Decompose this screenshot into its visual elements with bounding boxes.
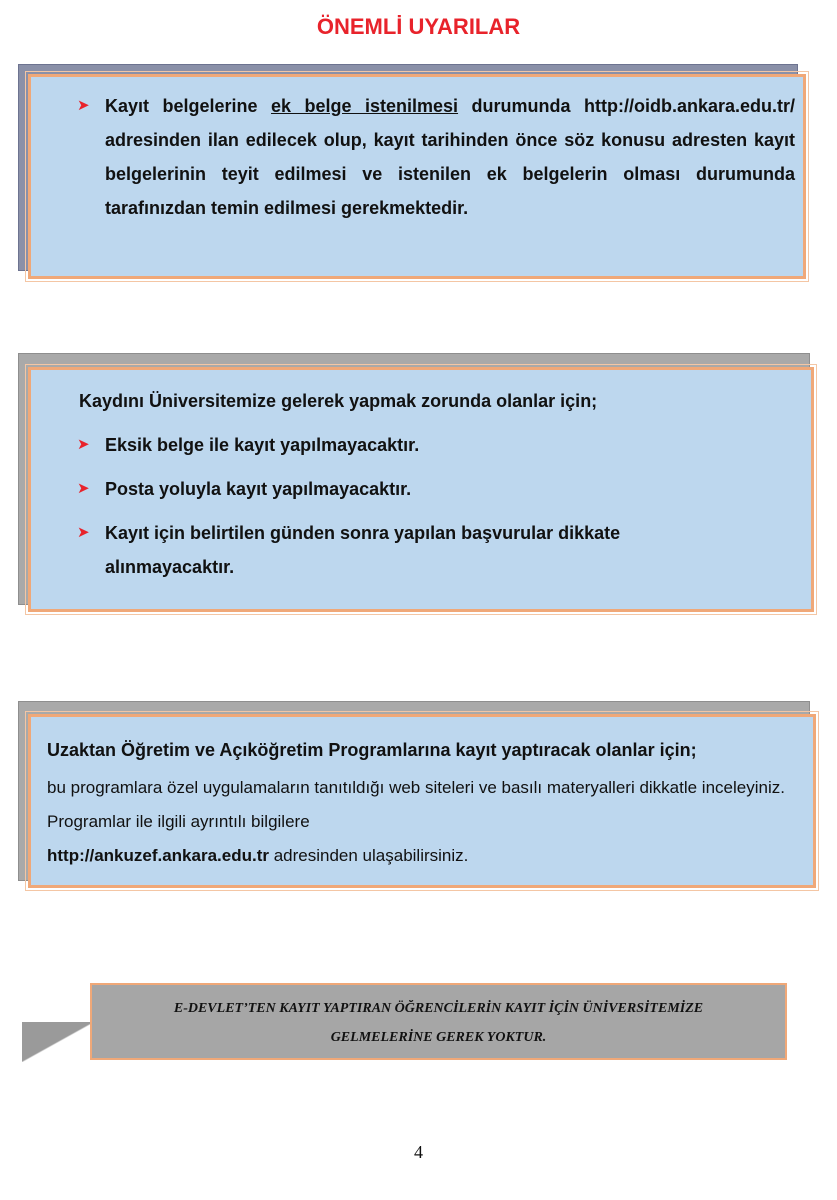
box1-text bbox=[105, 89, 795, 225]
ankuzef-link[interactable]: http://ankuzef.ankara.edu.tr bbox=[47, 846, 269, 865]
list-item-text: Kayıt için belirtilen günden sonra yapılan başvurular dikkate alınmayacaktır. bbox=[105, 523, 621, 577]
box1-text-underlined: ek belge istenilmesi bbox=[271, 96, 459, 116]
list-item bbox=[75, 472, 805, 506]
banner-line-2: GELMELERİNE GEREK YOKTUR. bbox=[330, 1030, 547, 1045]
list-item bbox=[75, 428, 805, 462]
warning-box-distance-education bbox=[28, 714, 816, 888]
box3-para-end: adresinden ulaşabilirsiniz. bbox=[273, 846, 469, 865]
list-item-text: Eksik belge ile kayıt yapılmayacaktır. bbox=[105, 435, 420, 455]
e-devlet-banner bbox=[90, 983, 787, 1060]
page-number: 4 bbox=[414, 1142, 423, 1162]
box3-lead: Uzaktan Öğretim ve Açıköğretim Programlarına kayıt yaptıracak olanlar için; bbox=[47, 740, 697, 760]
box3-paragraph bbox=[47, 771, 797, 873]
banner-line-1: E-DEVLET’TEN KAYIT YAPTIRAN ÖĞRENCİLERİN KAYIT İÇİN ÜNİVERSİTEMİZE bbox=[173, 1001, 704, 1016]
box1-text-after: durumunda http://oidb.ankara.edu.tr/ adresinden ilan edilecek olup, kayıt tarihinden önce söz konusu adresten kayıt belgelerinin teyit edilmesi ve istenilen ek belgelerin olması durumunda tarafınızdan temin edilmesi gerekmektedir. bbox=[105, 96, 796, 218]
list-item bbox=[75, 516, 805, 584]
box2-lead: Kaydını Üniversitemize gelerek yapmak zorunda olanlar için; bbox=[79, 391, 598, 411]
red-arrowhead-icon: ➤ bbox=[77, 480, 90, 497]
box1-text-before: Kayıt belgelerine bbox=[105, 96, 258, 116]
red-arrowhead-icon: ➤ bbox=[77, 436, 90, 453]
list-item-text: Posta yoluyla kayıt yapılmayacaktır. bbox=[105, 479, 412, 499]
warning-box-in-person-registration bbox=[28, 367, 814, 612]
box3-para-text: bu programlara özel uygulamaların tanıtıldığı web siteleri ve basılı materyalleri dikkatle inceleyiniz. Programlar ile ilgili ayrıntılı bilgilere bbox=[47, 778, 785, 831]
warning-box-registration-documents bbox=[28, 74, 806, 279]
page-title: ÖNEMLİ UYARILAR bbox=[316, 14, 521, 39]
red-arrowhead-icon: ➤ bbox=[77, 97, 90, 114]
red-arrowhead-icon: ➤ bbox=[77, 524, 90, 541]
banner-shadow-triangle bbox=[22, 1022, 94, 1062]
